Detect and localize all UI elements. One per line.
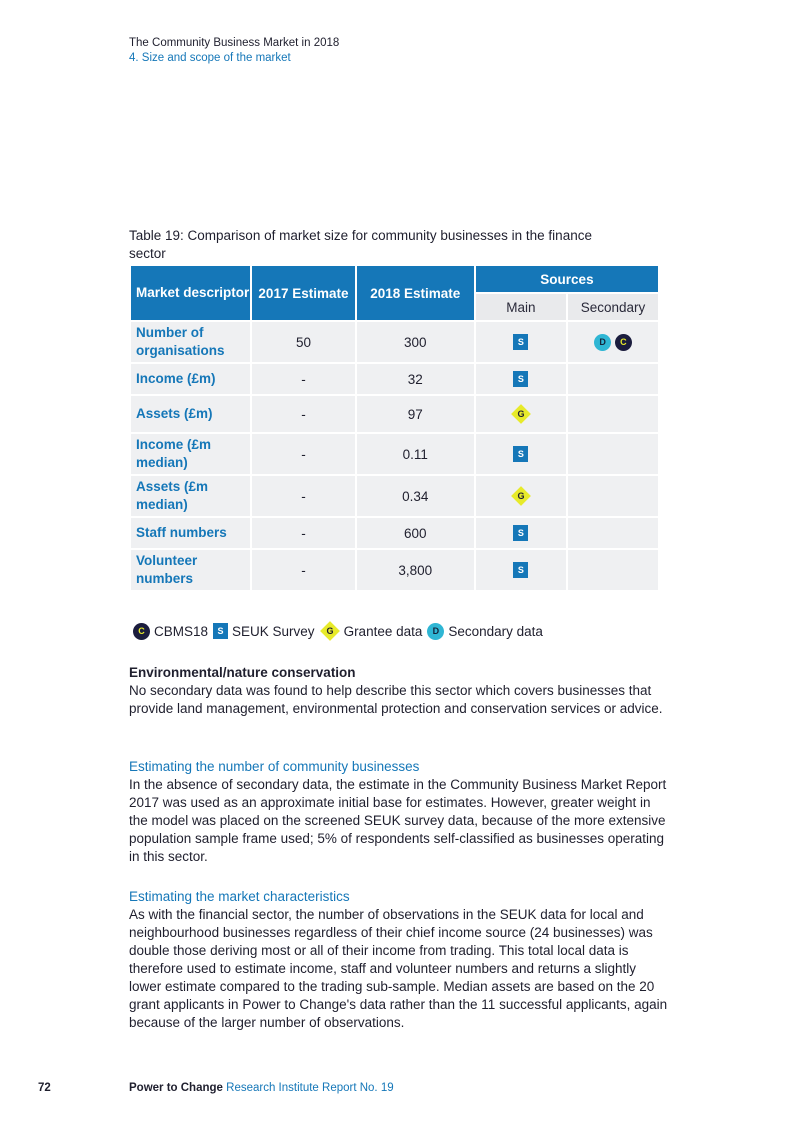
value-2017: - (252, 364, 354, 394)
secondary-source (568, 396, 658, 432)
grantee-data-icon (511, 486, 531, 506)
table-row (131, 364, 658, 394)
header-2017-estimate: 2017 Estimate (252, 266, 354, 320)
secondary-source (568, 518, 658, 548)
legend-item-seuk-survey (213, 623, 315, 639)
market-paragraph: As with the financial sector, the number of observations in the SEUK data for local and neighbourhood businesses regardless of their chief income source (24 businesses) was double those deriving most or all of their income from trading. This total local data is therefore used to estimate income, staff and volunteer numbers and returns a slightly lower estimate compared to the trading sub-sample. Median assets are based on the 20 grant applicants in Power to Change's data rather than the 11 successful applicants, again because of the larger number of observations. (129, 907, 668, 1030)
secondary-data-icon: D (594, 334, 611, 351)
row-label: Volunteer numbers (131, 550, 250, 590)
grantee-data-icon (511, 404, 531, 424)
report-title: The Community Business Market in 2018 (129, 37, 340, 49)
grantee-data-icon-letter: G (326, 626, 334, 636)
table-caption: Table 19: Comparison of market size for community businesses in the finance sector (129, 228, 592, 261)
number-paragraph: In the absence of secondary data, the estimate in the Community Business Market Report 2017 was used as an approximate initial base for estimates. However, greater weight in the model was placed on the screened SEUK survey data, because of the more extensive population sample frame used; 5% of respondents self-classified as businesses operating in this sector. (129, 777, 667, 864)
grantee-data-icon-letter: G (517, 491, 525, 501)
value-2017: - (252, 476, 354, 516)
value-2018: 300 (357, 322, 474, 362)
secondary-source (568, 364, 658, 394)
value-2018: 0.34 (357, 476, 474, 516)
value-2018: 32 (357, 364, 474, 394)
row-label: Income (£m median) (131, 434, 250, 474)
main-source (476, 396, 566, 432)
value-2017: - (252, 396, 354, 432)
table-row (131, 322, 658, 362)
value-2018: 0.11 (357, 434, 474, 474)
market-size-table (129, 264, 660, 592)
header-secondary: Secondary (568, 294, 658, 320)
main-source (476, 476, 566, 516)
value-2017: - (252, 434, 354, 474)
legend-label: CBMS18 (154, 623, 209, 639)
value-2017: - (252, 518, 354, 548)
table-row (131, 396, 658, 432)
legend-label: Grantee data (343, 623, 423, 639)
market-section (129, 888, 669, 1032)
footer-report: Research Institute Report No. 19 (226, 1082, 394, 1094)
value-2018: 97 (357, 396, 474, 432)
main-source (476, 550, 566, 590)
row-label: Number of organisations (131, 322, 250, 362)
secondary-source (568, 476, 658, 516)
env-section (129, 664, 669, 718)
secondary-source (568, 322, 658, 362)
secondary-source (568, 434, 658, 474)
header-sources: Sources (476, 266, 658, 292)
main-source (476, 434, 566, 474)
seuk-survey-icon: S (513, 562, 528, 578)
main-source (476, 518, 566, 548)
seuk-survey-icon: S (513, 446, 528, 462)
seuk-survey-icon: S (513, 334, 528, 350)
legend-item-grantee-data (320, 621, 423, 641)
grantee-data-icon (320, 621, 340, 641)
seuk-survey-icon: S (213, 623, 228, 639)
row-label: Assets (£m median) (131, 476, 250, 516)
grantee-data-icon-letter: G (517, 409, 525, 419)
seuk-survey-icon: S (513, 525, 528, 541)
table-row (131, 476, 658, 516)
env-paragraph: No secondary data was found to help describe this sector which covers businesses that provide land management, environmental protection and conservation services or advice. (129, 683, 663, 716)
legend-label: Secondary data (448, 623, 543, 639)
table-row (131, 434, 658, 474)
table-row (131, 550, 658, 590)
legend-item-cbms18 (133, 623, 208, 640)
table-row (131, 518, 658, 548)
market-heading: Estimating the market characteristics (129, 889, 350, 904)
value-2018: 3,800 (357, 550, 474, 590)
secondary-data-icon: D (427, 623, 444, 640)
page-number: 72 (38, 1082, 51, 1094)
row-label: Staff numbers (131, 518, 250, 548)
main-source (476, 322, 566, 362)
row-label: Income (£m) (131, 364, 250, 394)
number-section (129, 758, 669, 866)
cbms18-icon: C (133, 623, 150, 640)
legend-item-secondary-data (427, 623, 543, 640)
value-2017: - (252, 550, 354, 590)
env-heading: Environmental/nature conservation (129, 665, 356, 680)
header-market-descriptor: Market descriptor (131, 266, 250, 320)
value-2018: 600 (357, 518, 474, 548)
number-heading: Estimating the number of community businesses (129, 759, 420, 774)
seuk-survey-icon: S (513, 371, 528, 387)
running-header (129, 36, 339, 66)
row-label: Assets (£m) (131, 396, 250, 432)
value-2017: 50 (252, 322, 354, 362)
source-legend (133, 621, 548, 641)
main-source (476, 364, 566, 394)
secondary-source (568, 550, 658, 590)
footer-text (129, 1082, 394, 1094)
header-main: Main (476, 294, 566, 320)
footer-brand: Power to Change (129, 1082, 223, 1094)
cbms18-icon: C (615, 334, 632, 351)
section-title: 4. Size and scope of the market (129, 52, 291, 64)
legend-label: SEUK Survey (232, 623, 315, 639)
header-2018-estimate: 2018 Estimate (357, 266, 474, 320)
